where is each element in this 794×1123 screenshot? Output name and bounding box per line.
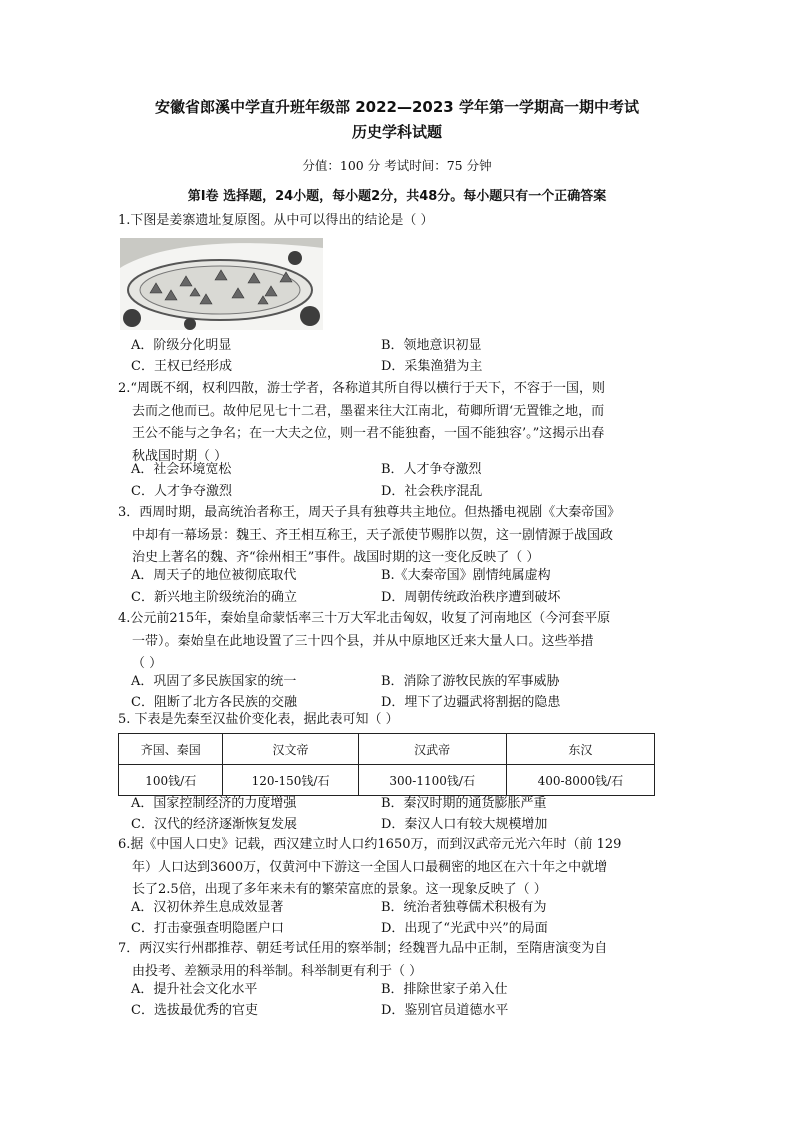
- table-cell: 120-150钱/石: [223, 765, 358, 796]
- question-6-option-a: A．汉初休养生息成效显著: [131, 900, 284, 915]
- exam-title-line2: 历史学科试题: [351, 123, 442, 141]
- question-7-option-c: C．选拔最优秀的官吏: [131, 1003, 258, 1018]
- question-7-option-b: B．排除世家子弟入仕: [381, 982, 508, 997]
- question-2-line-3: 王公不能与之争名；在一大夫之位，则一君不能独畜，一国不能独容’。”这揭示出春: [132, 426, 605, 441]
- question-1-stem: [118, 210, 658, 233]
- table-cell: 300-1100钱/石: [358, 765, 506, 796]
- salt-price-table-value-row: [119, 765, 655, 796]
- question-5-option-b: B．秦汉时期的通货膨胀严重: [381, 796, 547, 811]
- question-2-line-2: 去而之他而已。故仲尼见七十二君，墨翟来往大江南北，荀卿所谓‘无置锥之地，而: [132, 403, 605, 419]
- question-2-option-c: C．人才争夺激烈: [131, 484, 232, 499]
- question-5-stem: [118, 709, 658, 732]
- question-4-line-3: （ ）: [132, 656, 163, 671]
- question-3-option-d: D．周朝传统政治秩序遭到破坏: [381, 590, 561, 605]
- question-7-option-a: A．提升社会文化水平: [131, 982, 258, 997]
- question-1-option-b: B．领地意识初显: [381, 338, 482, 353]
- question-2-stem: [118, 378, 658, 468]
- question-6-line-1: 6.据《中国人口史》记载，西汉建立时人口约1650万，而到汉武帝元光六年时（前 129: [118, 837, 622, 852]
- question-4-line-2: 一带）。秦始皇在此地设置了三十四个县，并从中原地区迁来大量人口。这些举措: [132, 633, 594, 649]
- question-2-option-a: A．社会环境宽松: [131, 462, 232, 477]
- table-header-cell: 汉武帝: [358, 734, 506, 765]
- question-4-option-d: D．埋下了边疆武将割据的隐患: [381, 695, 561, 710]
- exam-title-line1: 安徽省郎溪中学直升班年级部 2022—2023 学年第一学期高一期中考试: [155, 98, 639, 116]
- salt-price-table: [118, 733, 655, 796]
- question-4-line-1: 4.公元前215年，秦始皇命蒙恬率三十万大军北击匈奴，收复了河南地区（今河套平原: [118, 611, 611, 626]
- question-1-option-d: D．采集渔猎为主: [381, 359, 483, 374]
- salt-price-table-header-row: [119, 734, 655, 765]
- question-6-stem: [118, 834, 658, 902]
- question-6-line-2: 年）人口达到3600万，仅黄河中下游这一全国人口最稠密的地区在六十年之中就增: [132, 859, 608, 875]
- question-7-line-1: 7．两汉实行州郡推荐、朝廷考试任用的察举制；经魏晋九品中正制，至隋唐演变为自: [118, 941, 608, 956]
- question-2-line-4: 秋战国时期（ ）: [132, 448, 228, 464]
- question-2-option-d: D．社会秩序混乱: [381, 484, 483, 499]
- question-3-option-a: A．周天子的地位被彻底取代: [131, 568, 297, 583]
- question-1-option-c: C．王权已经形成: [131, 359, 232, 374]
- question-3-line-2: 中却有一幕场景：魏王、齐王相互称王，天子派使节赐胙以贺，这一剧情源于战国政: [132, 527, 614, 543]
- question-6-option-d: D．出现了“光武中兴”的局面: [381, 921, 548, 936]
- question-7-line-2: 由投考、差额录用的科举制。科举制更有利于（ ）: [132, 963, 423, 979]
- question-4-stem: [118, 608, 658, 676]
- question-6-option-c: C．打击豪强查明隐匿户口: [131, 921, 284, 936]
- question-4-option-c: C．阻断了北方各民族的交融: [131, 695, 297, 710]
- table-header-cell: 汉文帝: [223, 734, 358, 765]
- question-2-option-b: B．人才争夺激烈: [381, 462, 482, 477]
- table-header-cell: 东汉: [506, 734, 654, 765]
- question-5-option-d: D．秦汉人口有较大规模增加: [381, 817, 548, 832]
- question-5-line-1: 5. 下表是先秦至汉盐价变化表，据此表可知（ ）: [118, 712, 399, 727]
- question-5-option-a: A．国家控制经济的力度增强: [131, 796, 297, 811]
- village-reconstruction-illustration: [120, 238, 323, 330]
- question-3-option-b: B.《大秦帝国》剧情纯属虚构: [381, 568, 551, 583]
- question-6-option-b: B．统治者独尊儒术积极有为: [381, 900, 547, 915]
- question-3-stem: [118, 502, 658, 570]
- question-3-line-3: 治史上著名的魏、齐“徐州相王”事件。战国时期的这一变化反映了（ ）: [132, 550, 540, 565]
- question-2-line-1: 2.“周既不纲，权利四散，游士学者，各称道其所自得以横行于天下，不容于一国，则: [118, 381, 606, 396]
- table-cell: 400-8000钱/石: [506, 765, 654, 796]
- question-4-option-a: A．巩固了多民族国家的统一: [131, 674, 297, 689]
- table-cell: 100钱/石: [119, 765, 223, 796]
- question-4-option-b: B．消除了游牧民族的军事威胁: [381, 674, 560, 689]
- question-7-option-d: D．鉴别官员道德水平: [381, 1003, 509, 1018]
- question-3-option-c: C．新兴地主阶级统治的确立: [131, 590, 297, 605]
- question-5-option-c: C．汉代的经济逐渐恢复发展: [131, 817, 297, 832]
- question-6-line-3: 长了2.5倍，出现了多年来未有的繁荣富庶的景象。这一现象反映了（ ）: [132, 882, 547, 897]
- question-1-option-a: A．阶级分化明显: [131, 338, 232, 353]
- question-3-line-1: 3．西周时期，最高统治者称王，周天子具有独尊共主地位。但热播电视剧《大秦帝国》: [118, 505, 621, 520]
- question-1-line-1: 1.下图是姜寨遗址复原图。从中可以得出的结论是（ ）: [118, 213, 434, 228]
- exam-meta: 分值：100 分 考试时间：75 分钟: [302, 158, 492, 173]
- table-header-cell: 齐国、秦国: [119, 734, 223, 765]
- question-7-stem: [118, 938, 658, 983]
- section-heading: 第Ⅰ卷 选择题，24小题，每小题2分，共48分。每小题只有一个正确答案: [187, 189, 607, 204]
